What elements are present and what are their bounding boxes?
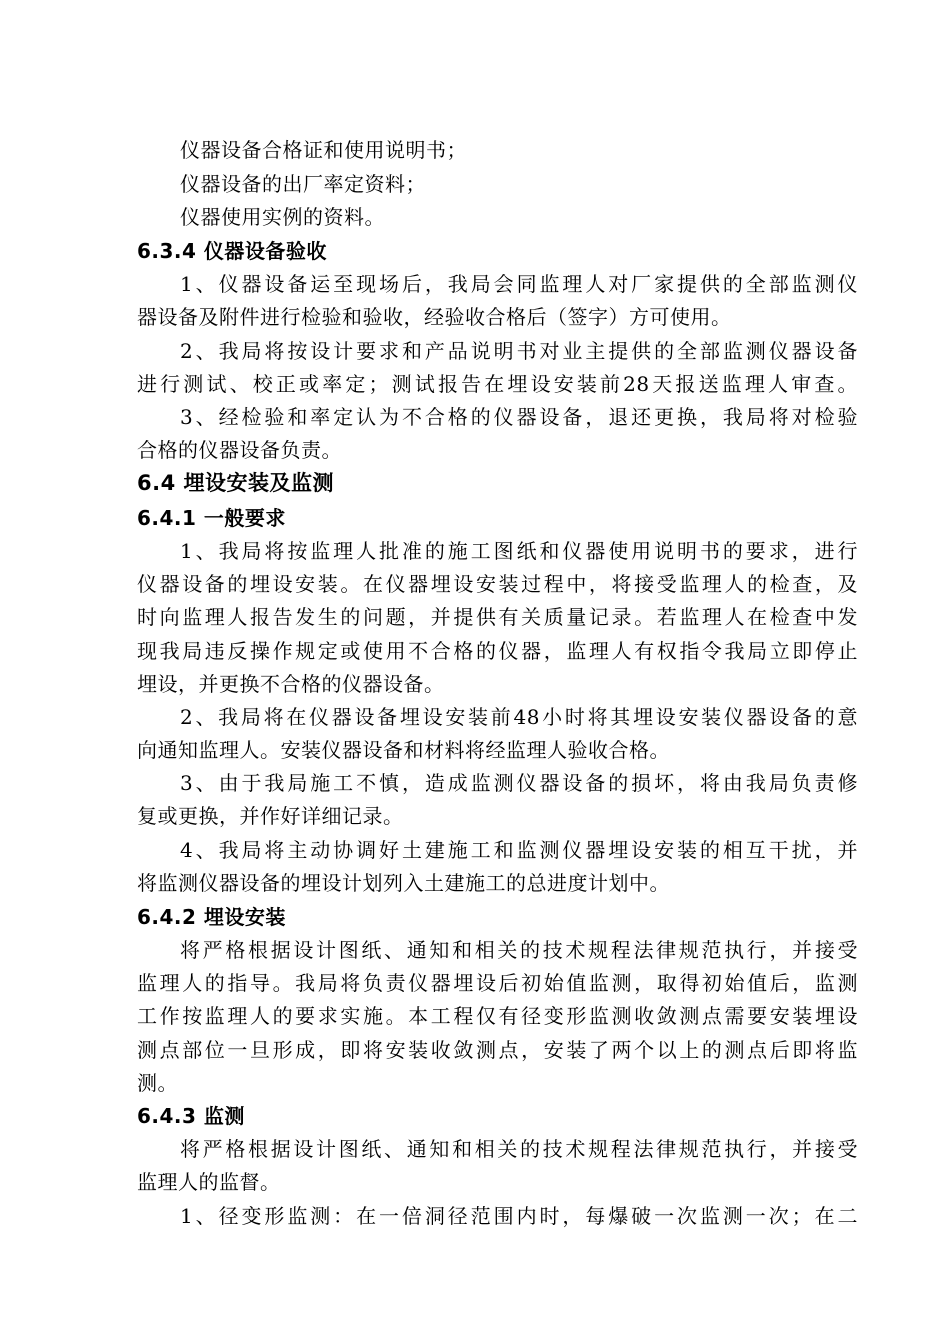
- paragraph-line: 向通知监理人。安装仪器设备和材料将经监理人验收合格。: [137, 738, 670, 762]
- paragraph-line: 现我局违反操作规定或使用不合格的仪器，监理人有权指令我局立即停止: [137, 639, 858, 663]
- paragraph-line: 4、我局将主动协调好土建施工和监测仪器埋设安装的相互干扰，并: [180, 838, 858, 862]
- paragraph-line: 埋设，并更换不合格的仪器设备。: [137, 672, 445, 696]
- paragraph-line: 2、我局将在仪器设备埋设安装前48小时将其埋设安装仪器设备的意: [180, 705, 858, 729]
- paragraph-line: 测点部位一旦形成，即将安装收敛测点，安装了两个以上的测点后即将监: [137, 1038, 858, 1062]
- paragraph-line: 进行测试、校正或率定；测试报告在埋设安装前28天报送监理人审查。: [137, 372, 858, 396]
- list-item: 仪器使用实例的资料。: [180, 205, 385, 229]
- list-item: 仪器设备的出厂率定资料；: [180, 172, 426, 196]
- section-heading-6-4-2: 6.4.2 埋设安装: [137, 905, 286, 929]
- paragraph-line: 测。: [137, 1071, 178, 1095]
- paragraph-line: 时向监理人报告发生的问题，并提供有关质量记录。若监理人在检查中发: [137, 605, 858, 629]
- paragraph-line: 工作按监理人的要求实施。本工程仅有径变形监测收敛测点需要安装埋设: [137, 1004, 858, 1028]
- section-heading-6-4-3: 6.4.3 监测: [137, 1104, 245, 1128]
- paragraph-line: 2、我局将按设计要求和产品说明书对业主提供的全部监测仪器设备: [180, 339, 858, 363]
- paragraph-line: 3、由于我局施工不慎，造成监测仪器设备的损坏，将由我局负责修: [180, 771, 858, 795]
- paragraph-line: 1、径变形监测：在一倍洞径范围内时，每爆破一次监测一次；在二: [180, 1204, 858, 1228]
- paragraph-line: 复或更换，并作好详细记录。: [137, 804, 404, 828]
- paragraph-line: 将严格根据设计图纸、通知和相关的技术规程法律规范执行，并接受: [180, 938, 858, 962]
- section-heading-6-3-4: 6.3.4 仪器设备验收: [137, 239, 327, 263]
- paragraph-line: 合格的仪器设备负责。: [137, 438, 342, 462]
- paragraph-line: 将监测仪器设备的埋设计划列入土建施工的总进度计划中。: [137, 871, 670, 895]
- paragraph-line: 1、我局将按监理人批准的施工图纸和仪器使用说明书的要求，进行: [180, 539, 858, 563]
- paragraph-line: 将严格根据设计图纸、通知和相关的技术规程法律规范执行，并接受: [180, 1137, 858, 1161]
- paragraph-line: 器设备及附件进行检验和验收，经验收合格后（签字）方可使用。: [137, 305, 732, 329]
- paragraph-line: 仪器设备的埋设安装。在仪器埋设安装过程中，将接受监理人的检查，及: [137, 572, 858, 596]
- section-heading-6-4: 6.4 埋设安装及监测: [137, 471, 335, 495]
- paragraph-line: 监理人的监督。: [137, 1170, 281, 1194]
- paragraph-line: 监理人的指导。我局将负责仪器埋设后初始值监测，取得初始值后，监测: [137, 971, 858, 995]
- list-item: 仪器设备合格证和使用说明书；: [180, 138, 467, 162]
- section-heading-6-4-1: 6.4.1 一般要求: [137, 506, 286, 530]
- paragraph-line: 1、仪器设备运至现场后，我局会同监理人对厂家提供的全部监测仪: [180, 272, 858, 296]
- paragraph-line: 3、经检验和率定认为不合格的仪器设备，退还更换，我局将对检验: [180, 405, 858, 429]
